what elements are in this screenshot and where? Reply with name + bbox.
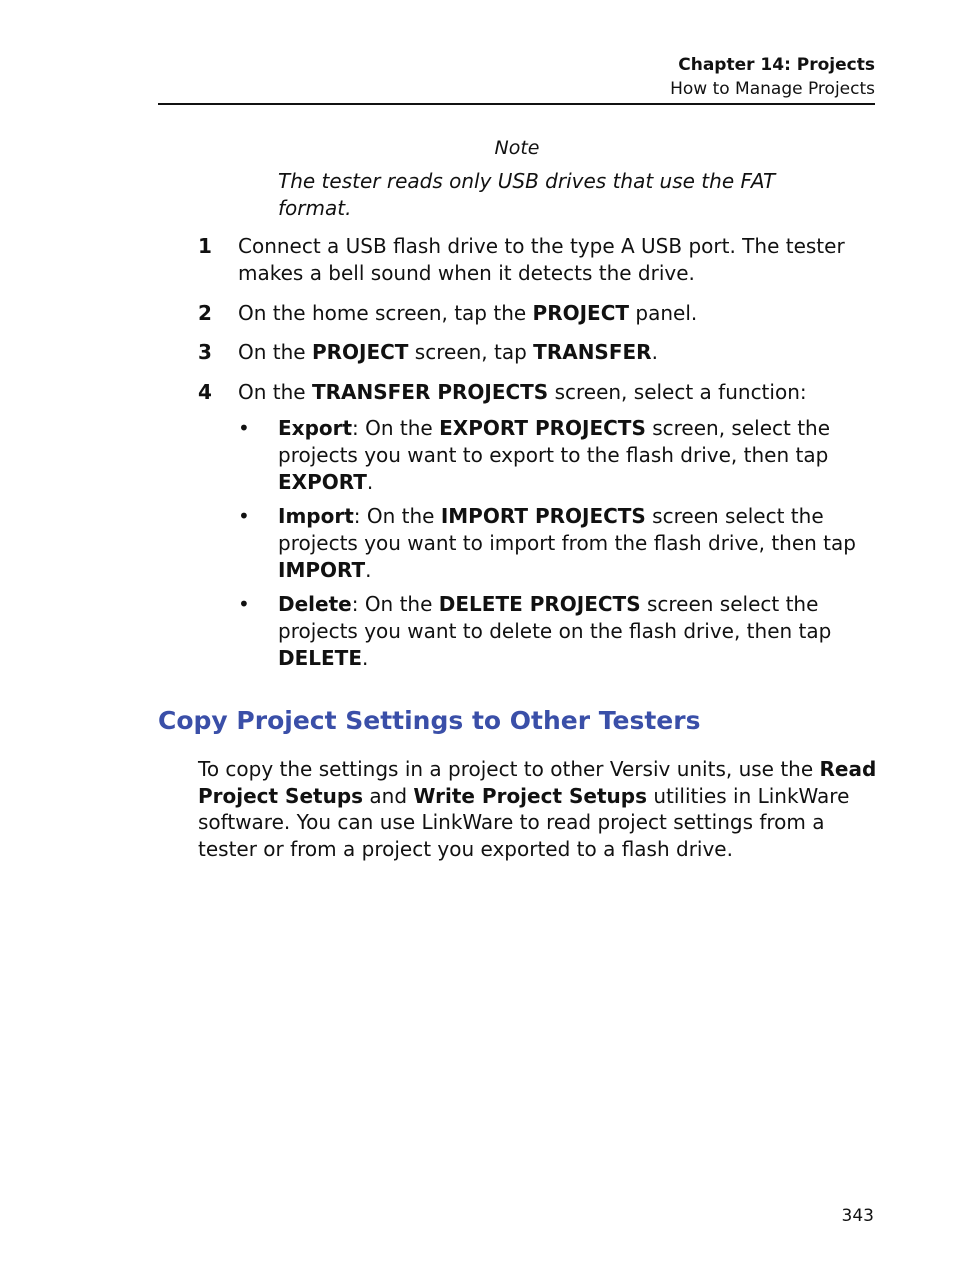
step-3 (198, 339, 876, 366)
bullet-dot: • (238, 504, 250, 528)
step-2 (198, 300, 876, 327)
note-title: Note (494, 137, 540, 159)
step-text: On the home screen, tap the PROJECT panel. (238, 301, 698, 325)
header-rule (158, 103, 875, 105)
bullet-import (238, 503, 876, 584)
step-text: Connect a USB flash drive to the type A USB port. The tester makes a bell sound when it detects the drive. (238, 234, 845, 285)
step-1 (198, 233, 876, 287)
step-text: On the TRANSFER PROJECTS screen, select a function: (238, 380, 807, 404)
section-paragraph: To copy the settings in a project to other Versiv units, use the Read Project Setups and Write Project Setups utilities in LinkWare software. You can use LinkWare to read project settings from a tester or from a project you exported to a flash drive. (198, 757, 877, 861)
step-number: 4 (198, 380, 212, 404)
bullet-text: Delete: On the DELETE PROJECTS screen select the projects you want to delete on the flash drive, then tap DELETE. (278, 592, 832, 670)
step-4 (198, 379, 876, 406)
bullet-text: Export: On the EXPORT PROJECTS screen, select the projects you want to export to the flash drive, then tap EXPORT. (278, 416, 831, 494)
section-heading: Copy Project Settings to Other Testers (158, 706, 701, 735)
running-header (158, 53, 875, 101)
bullet-delete (238, 591, 876, 672)
bullet-export (238, 415, 876, 496)
bullet-dot: • (238, 592, 250, 616)
section-title: How to Manage Projects (670, 79, 875, 99)
step-number: 3 (198, 340, 212, 364)
chapter-title: Chapter 14: Projects (678, 55, 875, 75)
bullet-dot: • (238, 416, 250, 440)
page-number: 343 (841, 1206, 874, 1226)
step-text: On the PROJECT screen, tap TRANSFER. (238, 340, 658, 364)
note-text: The tester reads only USB drives that use the FAT format. (278, 169, 776, 220)
step-number: 1 (198, 234, 212, 258)
step-number: 2 (198, 301, 212, 325)
bullet-text: Import: On the IMPORT PROJECTS screen select the projects you want to import from the flash drive, then tap IMPORT. (278, 504, 856, 582)
